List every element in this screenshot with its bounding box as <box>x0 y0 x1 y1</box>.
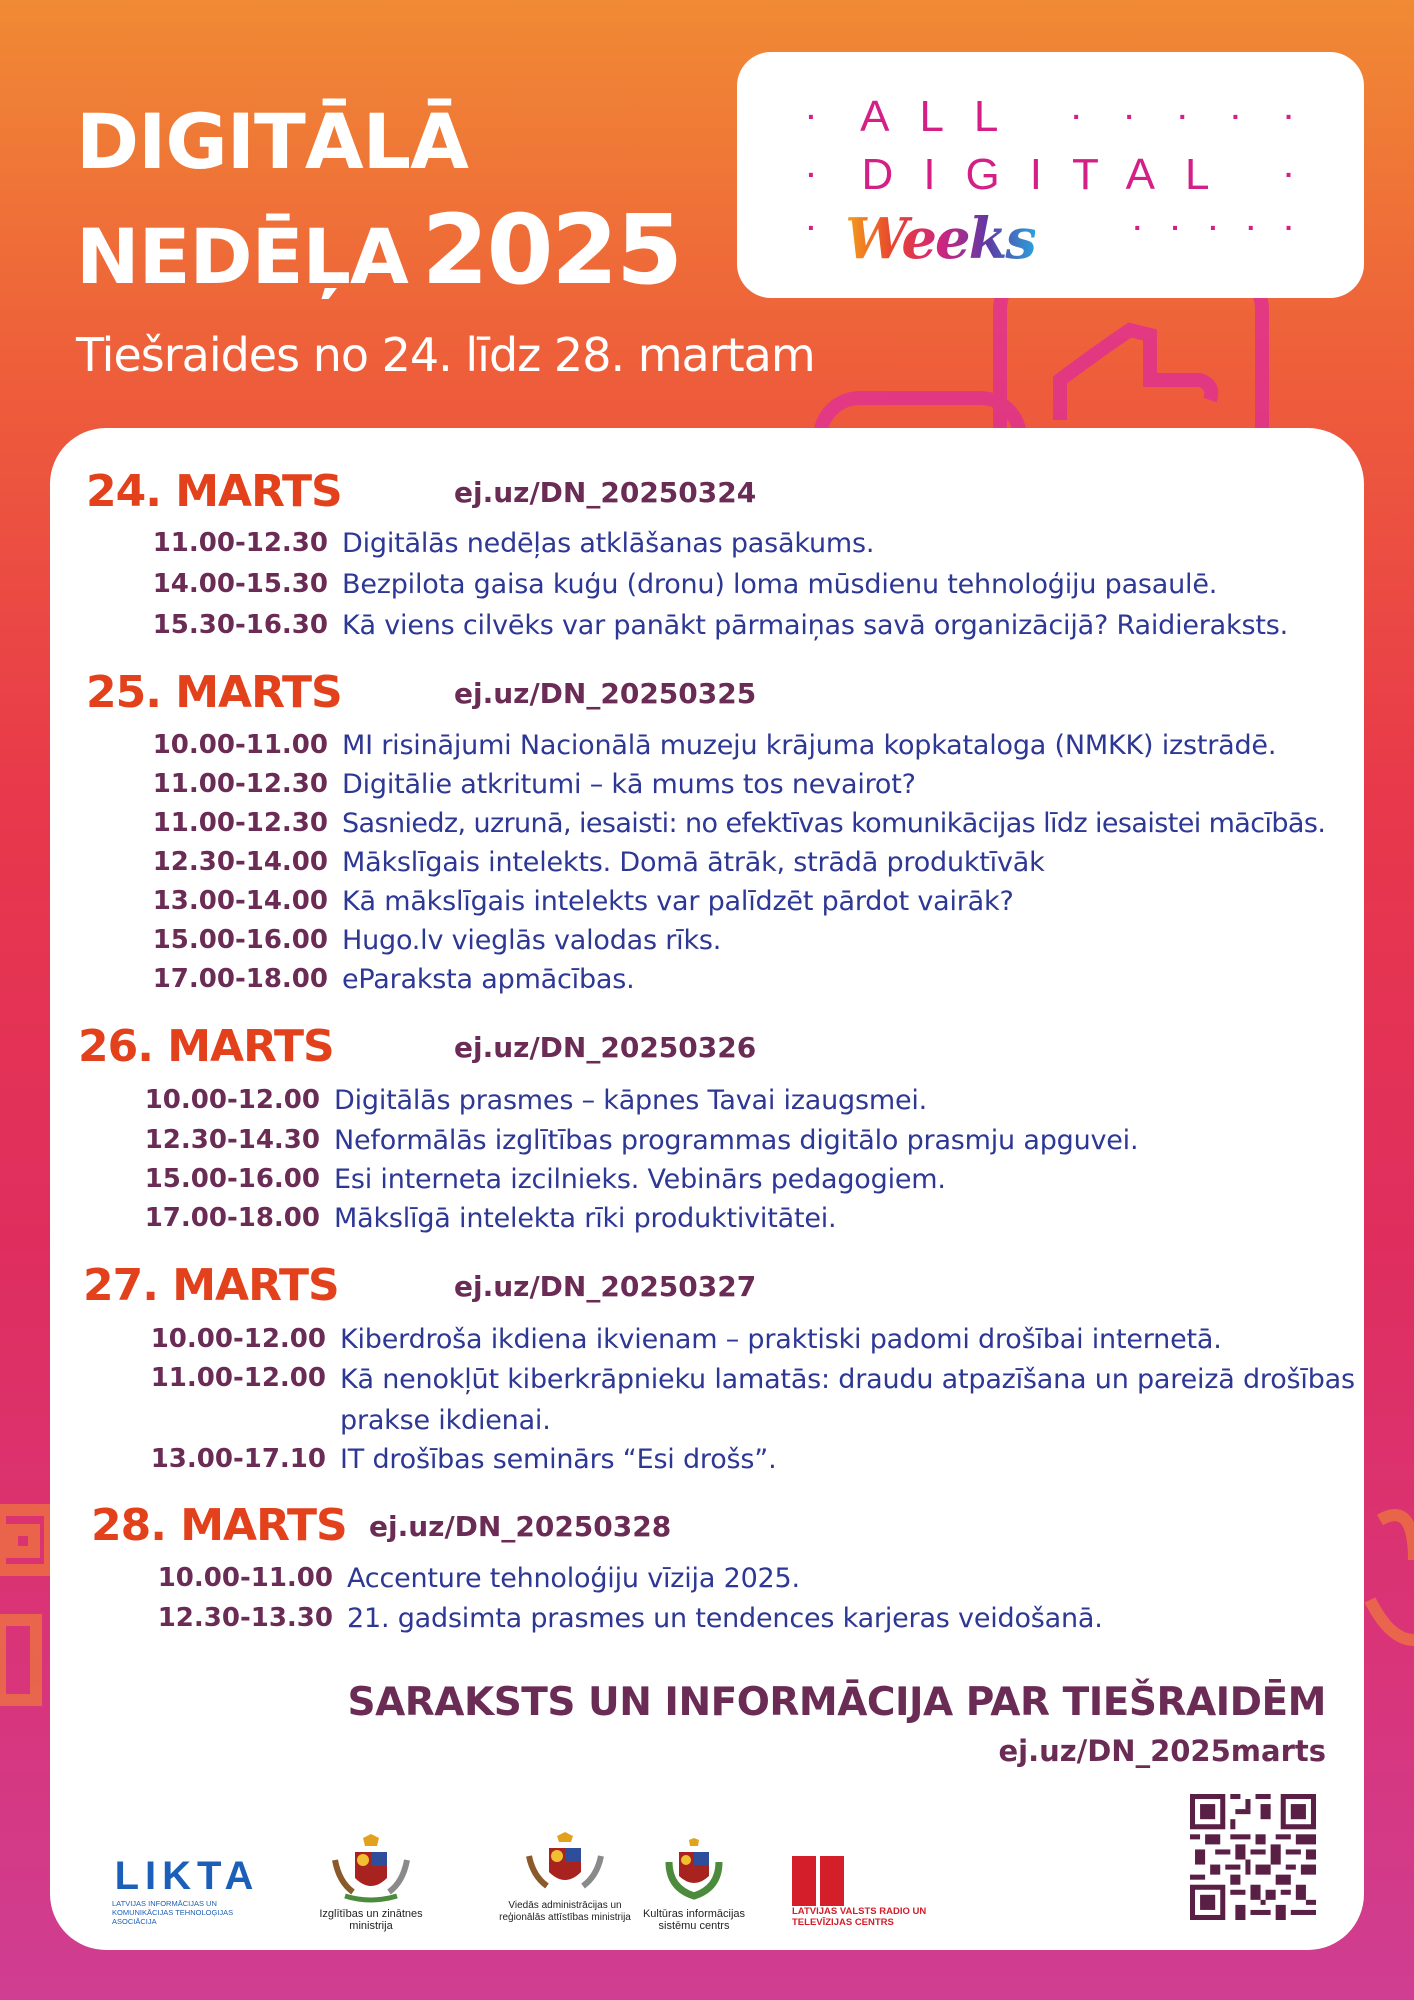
logo-row-1: · ALL · · · · · <box>807 92 1294 141</box>
izm-logo <box>306 1832 436 1932</box>
logo-row-2-text: DIGITAL <box>861 150 1240 199</box>
day-link[interactable]: ej.uz/DN_20250328 <box>369 1510 672 1543</box>
event-time: 10.00-11.00 <box>157 1563 333 1593</box>
event-time: 11.00-12.30 <box>152 808 328 838</box>
footer-link[interactable]: ej.uz/DN_2025marts <box>998 1734 1326 1768</box>
event-time: 12.30-13.30 <box>157 1603 333 1633</box>
event-desc: Accenture tehnoloģiju vīzija 2025. <box>347 1563 800 1594</box>
event-time: 11.00-12.30 <box>152 528 328 558</box>
event-desc: Digitālās prasmes – kāpnes Tavai izaugsmei. <box>334 1085 928 1116</box>
event-desc: MI risinājumi Nacionālā muzeju krājuma kopkataloga (NMKK) izstrādē. <box>342 730 1277 761</box>
event-time: 14.00-15.30 <box>152 569 328 599</box>
day-link[interactable]: ej.uz/DN_20250325 <box>454 677 757 710</box>
event-row <box>138 1199 836 1238</box>
day-heading <box>78 1021 757 1072</box>
event-row <box>146 765 916 804</box>
day-name: 24. MARTS <box>86 466 342 517</box>
logo-row-1-text: ALL <box>860 92 1029 141</box>
event-time: 11.00-12.30 <box>152 769 328 799</box>
event-time: 10.00-11.00 <box>152 730 328 760</box>
day-heading <box>86 667 757 718</box>
day-link[interactable]: ej.uz/DN_20250327 <box>454 1270 757 1303</box>
event-time: 17.00-18.00 <box>144 1203 320 1233</box>
kisc-logo <box>634 1838 754 1932</box>
event-time: 11.00-12.00 <box>150 1363 326 1393</box>
event-desc: Neformālās izglītības programmas digitālo prasmju apguvei. <box>334 1125 1139 1156</box>
kisc-label: Kultūras informācijas sistēmu centrs <box>642 1908 746 1932</box>
lvrtc-mark-icon <box>792 1856 846 1906</box>
event-time: 13.00-14.00 <box>152 886 328 916</box>
lvrtc-label: LATVIJAS VALSTS RADIO UN TELEVĪZIJAS CENTRS <box>792 1906 927 1928</box>
event-row <box>146 804 1325 843</box>
logo-weeks-word: Weeks <box>845 206 1035 272</box>
event-time: 12.30-14.00 <box>152 847 328 877</box>
event-time: 10.00-12.00 <box>144 1085 320 1115</box>
event-time: 15.30-16.30 <box>152 610 328 640</box>
logo-row-2: · DIGITAL · <box>807 150 1294 199</box>
event-desc: Mākslīgais intelekts. Domā ātrāk, strādā produktīvāk <box>342 847 1045 878</box>
coat-of-arms-icon <box>519 1832 611 1896</box>
title-line-1: DIGITĀLĀ <box>76 97 468 186</box>
event-time: 10.00-12.00 <box>150 1324 326 1354</box>
likta-wordmark: LIKTA <box>114 1854 260 1898</box>
event-row <box>138 1160 946 1199</box>
day-link[interactable]: ej.uz/DN_20250324 <box>454 476 757 509</box>
event-time: 17.00-18.00 <box>152 964 328 994</box>
qr-code-icon[interactable] <box>1190 1794 1316 1920</box>
event-desc: 21. gadsimta prasmes un tendences karjeras veidošanā. <box>347 1603 1103 1634</box>
event-desc: Digitālie atkritumi – kā mums tos nevairot? <box>342 769 916 800</box>
varam-logo <box>490 1832 640 1924</box>
footer-title: SARAKSTS UN INFORMĀCIJA PAR TIEŠRAIDĒM <box>347 1680 1326 1725</box>
day-name: 28. MARTS <box>91 1500 347 1551</box>
event-row <box>146 882 1014 921</box>
event-desc: Sasniedz, uzrunā, iesaisti: no efektīvas komunikācijas līdz iesaistei mācībās. <box>342 808 1326 839</box>
day-name: 25. MARTS <box>86 667 342 718</box>
event-row <box>138 1121 1138 1160</box>
logo-row-3-dots: · · · · · · <box>807 212 1294 243</box>
day-link[interactable]: ej.uz/DN_20250326 <box>454 1031 757 1064</box>
likta-logo <box>112 1854 262 1926</box>
varam-label: Viedās administrācijas un reģionālās attīstības ministrija <box>499 1900 631 1923</box>
event-row <box>138 1081 927 1120</box>
all-digital-weeks-logo <box>737 52 1364 298</box>
event-time: 15.00-16.00 <box>144 1164 320 1194</box>
izm-label: Izglītības un zinātnes ministrija <box>319 1908 423 1932</box>
page-title <box>76 88 681 311</box>
event-desc: Kā viens cilvēks var panākt pārmaiņas savā organizācijā? Raidieraksts. <box>342 610 1288 641</box>
event-row <box>146 606 1288 645</box>
event-row <box>144 1320 1222 1359</box>
event-row <box>144 1440 776 1479</box>
event-desc: Hugo.lv vieglās valodas rīks. <box>342 925 722 956</box>
title-line-2 <box>76 196 681 311</box>
event-desc: Esi interneta izcilnieks. Vebinārs pedagogiem. <box>334 1164 946 1195</box>
day-name: 26. MARTS <box>78 1021 334 1072</box>
day-name: 27. MARTS <box>83 1260 339 1311</box>
event-row <box>146 565 1217 604</box>
coat-of-arms-icon <box>659 1838 729 1904</box>
event-row <box>151 1599 1103 1638</box>
event-time: 12.30-14.30 <box>144 1125 320 1155</box>
day-heading <box>83 1260 757 1311</box>
title-year: 2025 <box>421 194 681 306</box>
event-desc: Mākslīgā intelekta rīki produktivitātei. <box>334 1203 837 1234</box>
title-word: NEDĒĻA <box>76 212 408 301</box>
event-desc: Kiberdroša ikdiena ikvienam – praktiski padomi drošībai internetā. <box>340 1324 1222 1355</box>
day-heading <box>91 1500 672 1551</box>
event-row <box>151 1559 800 1598</box>
coat-of-arms-icon <box>325 1832 417 1904</box>
likta-subtitle: LATVIJAS INFORMĀCIJAS UN KOMUNIKĀCIJAS TEHNOLOĢIJAS ASOCIĀCIJA <box>112 1899 234 1926</box>
event-row <box>146 960 635 999</box>
event-row <box>146 843 1045 882</box>
event-desc: Kā mākslīgais intelekts var palīdzēt pārdot vairāk? <box>342 886 1014 917</box>
event-row <box>144 1359 1364 1441</box>
day-heading <box>86 466 757 517</box>
event-desc: Digitālās nedēļas atklāšanas pasākums. <box>342 528 875 559</box>
page-subtitle: Tiešraides no 24. līdz 28. martam <box>76 328 815 382</box>
event-time: 15.00-16.00 <box>152 925 328 955</box>
event-desc: Kā nenokļūt kiberkrāpnieku lamatās: draudu atpazīšana un pareizā drošības prakse ikdienai. <box>340 1364 1355 1436</box>
event-desc: Bezpilota gaisa kuģu (dronu) loma mūsdienu tehnoloģiju pasaulē. <box>342 569 1218 600</box>
event-row <box>146 524 874 563</box>
event-row <box>146 726 1276 765</box>
event-time: 13.00-17.10 <box>150 1444 326 1474</box>
lvrtc-logo <box>792 1856 942 1928</box>
event-desc: IT drošības seminārs “Esi drošs”. <box>340 1444 777 1475</box>
event-desc: eParaksta apmācības. <box>342 964 635 995</box>
event-row <box>146 921 721 960</box>
